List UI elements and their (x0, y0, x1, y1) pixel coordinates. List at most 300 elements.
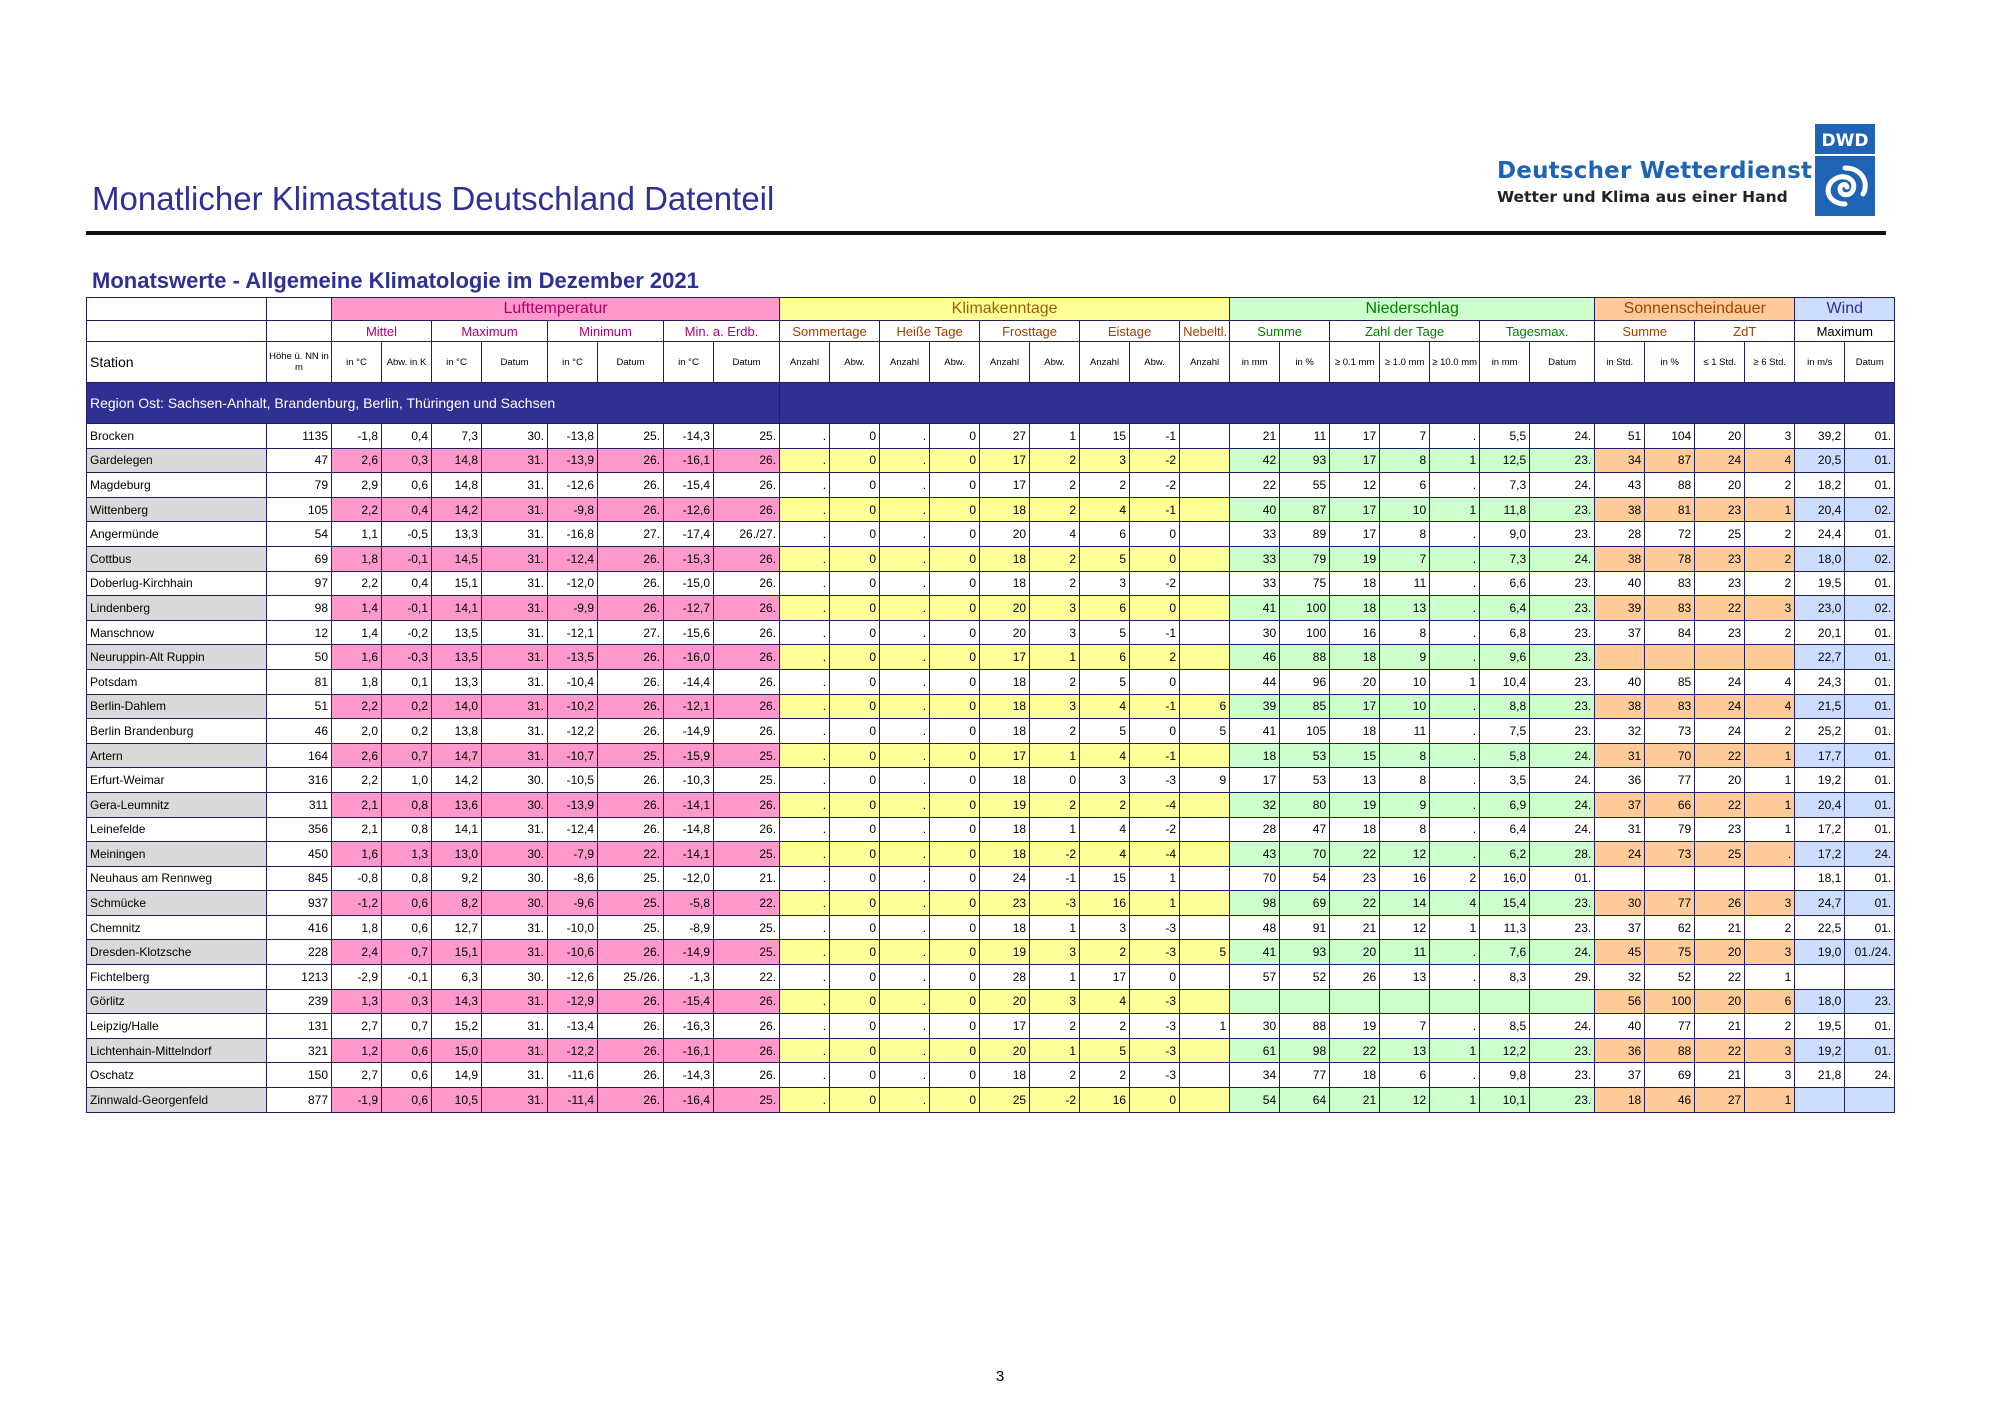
station-elevation: 12 (267, 620, 332, 645)
table-cell: 0 (930, 915, 980, 940)
table-cell: 5 (1180, 940, 1230, 965)
table-cell: . (880, 965, 930, 990)
table-cell: . (780, 1063, 830, 1088)
table-cell: 17,2 (1795, 842, 1845, 867)
table-cell: 8,2 (432, 891, 482, 916)
table-cell: 17 (980, 645, 1030, 670)
table-cell: 25. (714, 842, 780, 867)
table-cell: 40 (1230, 497, 1280, 522)
sub-zdt: ZdT (1695, 321, 1795, 342)
table-cell (1180, 473, 1230, 498)
table-cell: 8,8 (1480, 694, 1530, 719)
table-cell: . (1430, 522, 1480, 547)
table-cell: 18 (980, 497, 1030, 522)
table-cell: 16,0 (1480, 866, 1530, 891)
col-unit: Anzahl (880, 342, 930, 383)
table-cell: -12,2 (548, 1038, 598, 1063)
table-cell: 26. (598, 497, 664, 522)
table-cell: 1,8 (332, 546, 382, 571)
table-cell: 22 (1695, 743, 1745, 768)
blank-header-cell (267, 321, 332, 342)
table-cell: 2 (1080, 940, 1130, 965)
table-cell: . (880, 719, 930, 744)
col-unit: Datum (714, 342, 780, 383)
table-cell (1280, 989, 1330, 1014)
table-cell: -13,9 (548, 792, 598, 817)
table-cell (1595, 645, 1645, 670)
table-cell: 5 (1080, 1038, 1130, 1063)
table-cell: 23. (1530, 891, 1595, 916)
table-cell: 0 (930, 743, 980, 768)
table-cell: . (780, 817, 830, 842)
table-cell: 14 (1380, 891, 1430, 916)
col-unit: ≥ 1.0 mm (1380, 342, 1430, 383)
table-cell: -12,7 (664, 596, 714, 621)
table-row (87, 424, 1895, 449)
table-cell: 19 (980, 940, 1030, 965)
table-cell: . (1430, 817, 1480, 842)
table-cell: 3,5 (1480, 768, 1530, 793)
table-cell: 17 (1330, 694, 1380, 719)
table-cell: -0,5 (382, 522, 432, 547)
table-cell: 0,6 (382, 473, 432, 498)
table-cell: 0 (830, 817, 880, 842)
sub-summe-sonne: Summe (1595, 321, 1695, 342)
table-cell: -12,9 (548, 989, 598, 1014)
table-cell: 30. (482, 792, 548, 817)
col-unit: in °C (664, 342, 714, 383)
table-cell: 10 (1380, 669, 1430, 694)
station-name: Oschatz (87, 1063, 267, 1088)
table-cell: 9 (1180, 768, 1230, 793)
table-cell: 13,5 (432, 620, 482, 645)
table-cell: -14,3 (664, 424, 714, 449)
table-cell: 22 (1695, 1038, 1745, 1063)
table-cell (1845, 965, 1895, 990)
table-cell: 01. (1845, 694, 1895, 719)
table-cell: 0,3 (382, 989, 432, 1014)
table-cell: . (780, 719, 830, 744)
table-row (87, 473, 1895, 498)
table-cell: . (880, 620, 930, 645)
col-station: Station (87, 342, 267, 383)
group-lufttemperatur: Lufttemperatur (332, 298, 780, 321)
table-cell: 4 (1080, 842, 1130, 867)
table-cell: . (780, 645, 830, 670)
table-cell: 2 (1745, 473, 1795, 498)
table-cell: 77 (1280, 1063, 1330, 1088)
table-cell: 18 (1330, 571, 1380, 596)
table-cell: 25. (598, 891, 664, 916)
table-cell: 26 (1330, 965, 1380, 990)
station-elevation: 316 (267, 768, 332, 793)
table-cell: 6,2 (1480, 842, 1530, 867)
table-cell: 23. (1530, 1038, 1595, 1063)
station-name: Manschnow (87, 620, 267, 645)
col-unit: Datum (1845, 342, 1895, 383)
table-cell: 0 (830, 866, 880, 891)
table-cell: 70 (1280, 842, 1330, 867)
table-cell: 33 (1230, 571, 1280, 596)
table-cell: 01. (1845, 448, 1895, 473)
col-unit: in mm (1480, 342, 1530, 383)
table-cell: 21,5 (1795, 694, 1845, 719)
table-cell: -3 (1130, 915, 1180, 940)
table-cell: 73 (1645, 719, 1695, 744)
table-cell: 25./26. (598, 965, 664, 990)
table-cell (1180, 620, 1230, 645)
table-cell: 1,3 (332, 989, 382, 1014)
table-cell: 41 (1230, 940, 1280, 965)
page-number: 3 (995, 1368, 1005, 1385)
table-cell: 3 (1080, 571, 1130, 596)
sub-mittel: Mittel (332, 321, 432, 342)
table-cell: 30 (1230, 620, 1280, 645)
station-elevation: 311 (267, 792, 332, 817)
table-cell: 23. (1530, 497, 1595, 522)
table-cell: 2,6 (332, 743, 382, 768)
table-cell: 2,1 (332, 792, 382, 817)
sub-minimum: Minimum (548, 321, 664, 342)
table-cell: 17 (980, 1014, 1030, 1039)
table-cell: -2 (1130, 817, 1180, 842)
table-cell: 01. (1845, 669, 1895, 694)
table-cell: . (780, 669, 830, 694)
table-cell (1180, 669, 1230, 694)
table-cell: 18,2 (1795, 473, 1845, 498)
table-cell: 25 (1695, 522, 1745, 547)
table-cell: 84 (1645, 620, 1695, 645)
sub-heisse-tage: Heiße Tage (880, 321, 980, 342)
table-cell: 30. (482, 891, 548, 916)
table-cell: 2 (1745, 620, 1795, 645)
table-cell: . (880, 940, 930, 965)
table-cell (1380, 989, 1430, 1014)
sub-nebeltage: Nebeltl. (1180, 321, 1230, 342)
table-cell: . (780, 1038, 830, 1063)
station-name: Lindenberg (87, 596, 267, 621)
table-cell: 40 (1595, 571, 1645, 596)
table-cell: 22,7 (1795, 645, 1845, 670)
table-cell: . (1430, 792, 1480, 817)
station-name: Meiningen (87, 842, 267, 867)
table-cell: 41 (1230, 596, 1280, 621)
table-cell: 53 (1280, 743, 1330, 768)
table-cell: 26./27. (714, 522, 780, 547)
table-cell: 43 (1230, 842, 1280, 867)
table-cell: 0 (930, 620, 980, 645)
table-cell: -1 (1130, 620, 1180, 645)
table-cell: -15,6 (664, 620, 714, 645)
station-name: Gardelegen (87, 448, 267, 473)
table-cell: 26. (598, 1014, 664, 1039)
table-cell: -1 (1130, 497, 1180, 522)
table-cell: 22 (1695, 596, 1745, 621)
dwd-brand (1497, 158, 1812, 206)
station-elevation: 1213 (267, 965, 332, 990)
table-cell: 24,7 (1795, 891, 1845, 916)
station-name: Doberlug-Kirchhain (87, 571, 267, 596)
table-cell: 34 (1595, 448, 1645, 473)
station-name: Berlin Brandenburg (87, 719, 267, 744)
station-elevation: 877 (267, 1088, 332, 1113)
table-cell: 3 (1745, 891, 1795, 916)
table-cell: 61 (1230, 1038, 1280, 1063)
table-cell: 45 (1595, 940, 1645, 965)
table-cell: 1 (1430, 497, 1480, 522)
table-cell: 0 (1030, 768, 1080, 793)
table-cell: 26. (598, 694, 664, 719)
table-cell: 15,1 (432, 571, 482, 596)
table-cell (1180, 965, 1230, 990)
table-cell: . (780, 965, 830, 990)
table-cell: 26. (598, 940, 664, 965)
table-cell: 20,4 (1795, 792, 1845, 817)
sub-sommertage: Sommertage (780, 321, 880, 342)
table-cell: . (880, 792, 930, 817)
table-cell: -1,9 (332, 1088, 382, 1113)
table-cell: . (880, 448, 930, 473)
table-cell: -14,4 (664, 669, 714, 694)
table-cell: 20 (1695, 768, 1745, 793)
table-cell: 14,7 (432, 743, 482, 768)
table-cell: 23. (1530, 1063, 1595, 1088)
station-elevation: 50 (267, 645, 332, 670)
table-cell: 17 (980, 473, 1030, 498)
table-cell: -3 (1030, 891, 1080, 916)
table-cell: 23. (1530, 645, 1595, 670)
table-cell: 100 (1280, 620, 1330, 645)
table-cell: 31. (482, 743, 548, 768)
table-cell: -12,4 (548, 546, 598, 571)
table-cell: 2 (1745, 719, 1795, 744)
table-cell: 22. (714, 891, 780, 916)
table-cell: 6 (1380, 1063, 1430, 1088)
table-cell: 31. (482, 522, 548, 547)
table-cell: 20 (980, 522, 1030, 547)
station-elevation: 47 (267, 448, 332, 473)
table-cell: . (780, 1014, 830, 1039)
table-cell: 23 (980, 891, 1030, 916)
table-cell: 14,0 (432, 694, 482, 719)
table-cell: 18 (980, 719, 1030, 744)
table-cell: 8 (1380, 620, 1430, 645)
table-cell: -14,8 (664, 817, 714, 842)
table-cell: 0 (930, 448, 980, 473)
table-cell: 1 (1745, 965, 1795, 990)
region-band (780, 383, 1895, 424)
table-cell: 56 (1595, 989, 1645, 1014)
table-cell: . (880, 497, 930, 522)
table-cell: . (780, 768, 830, 793)
table-cell: 9,0 (1480, 522, 1530, 547)
table-cell: 15,2 (432, 1014, 482, 1039)
table-cell: . (1430, 940, 1480, 965)
table-cell: -1 (1130, 424, 1180, 449)
table-cell: 26. (714, 694, 780, 719)
table-cell: 80 (1280, 792, 1330, 817)
table-cell: 83 (1645, 596, 1695, 621)
table-cell: 0 (930, 817, 980, 842)
table-cell: 0 (830, 768, 880, 793)
table-cell (1595, 866, 1645, 891)
table-cell: 25. (598, 743, 664, 768)
sub-maximum: Maximum (432, 321, 548, 342)
table-cell: 21 (1695, 1014, 1745, 1039)
station-name: Cottbus (87, 546, 267, 571)
table-cell: 18 (980, 546, 1030, 571)
table-cell: 24 (1695, 669, 1745, 694)
table-cell: 15,4 (1480, 891, 1530, 916)
table-cell: 23 (1695, 497, 1745, 522)
table-cell: 4 (1080, 694, 1130, 719)
table-cell: -12,1 (548, 620, 598, 645)
table-cell: 2 (1130, 645, 1180, 670)
station-name: Schmücke (87, 891, 267, 916)
table-cell: 26. (714, 571, 780, 596)
table-cell: 19 (1330, 546, 1380, 571)
table-cell: 11 (1380, 571, 1430, 596)
table-cell: 0,8 (382, 866, 432, 891)
table-cell (1180, 915, 1230, 940)
table-cell: 26. (714, 719, 780, 744)
table-cell: 0,4 (382, 424, 432, 449)
table-cell: 1 (1745, 497, 1795, 522)
table-cell: 1 (1030, 965, 1080, 990)
table-cell: 85 (1645, 669, 1695, 694)
table-cell (1180, 1038, 1230, 1063)
table-cell: 26. (598, 596, 664, 621)
table-cell: . (780, 448, 830, 473)
table-cell: 16 (1380, 866, 1430, 891)
table-cell: 0 (1130, 965, 1180, 990)
table-row (87, 1088, 1895, 1113)
table-cell: 83 (1645, 694, 1695, 719)
table-cell: 18,0 (1795, 989, 1845, 1014)
table-cell: 23 (1695, 817, 1745, 842)
table-cell: 23 (1695, 546, 1745, 571)
table-cell: 69 (1645, 1063, 1695, 1088)
table-cell: 7,5 (1480, 719, 1530, 744)
table-cell: -16,0 (664, 645, 714, 670)
table-cell: 41 (1230, 719, 1280, 744)
station-elevation: 98 (267, 596, 332, 621)
table-cell: 85 (1280, 694, 1330, 719)
station-name: Berlin-Dahlem (87, 694, 267, 719)
table-cell: 0 (930, 1038, 980, 1063)
table-cell: 31. (482, 669, 548, 694)
table-cell: 1 (1745, 768, 1795, 793)
table-cell: -9,8 (548, 497, 598, 522)
table-cell: 1 (1030, 817, 1080, 842)
table-cell: 54 (1280, 866, 1330, 891)
table-cell: 11,8 (1480, 497, 1530, 522)
table-cell: 31. (482, 719, 548, 744)
table-cell: -15,0 (664, 571, 714, 596)
table-row (87, 842, 1895, 867)
table-cell: 1,6 (332, 842, 382, 867)
table-cell: 1 (1030, 743, 1080, 768)
table-cell: 2 (1745, 915, 1795, 940)
table-cell (1230, 989, 1280, 1014)
table-cell: -3 (1130, 1014, 1180, 1039)
table-cell: 9,6 (1480, 645, 1530, 670)
table-cell: 14,3 (432, 989, 482, 1014)
table-cell: 23. (1530, 522, 1595, 547)
table-cell: 18 (1330, 1063, 1380, 1088)
table-cell: -16,1 (664, 448, 714, 473)
table-cell: 25. (714, 940, 780, 965)
table-row (87, 940, 1895, 965)
table-cell: 0,6 (382, 891, 432, 916)
table-cell: 1,4 (332, 596, 382, 621)
table-cell: 1 (1430, 1038, 1480, 1063)
table-cell (1745, 866, 1795, 891)
table-cell: 23. (1530, 694, 1595, 719)
table-cell (1180, 596, 1230, 621)
table-cell: . (1430, 473, 1480, 498)
table-cell: 02. (1845, 497, 1895, 522)
table-cell: . (1430, 842, 1480, 867)
table-cell: 8 (1380, 817, 1430, 842)
table-cell: 0 (830, 694, 880, 719)
col-unit: Abw. (930, 342, 980, 383)
table-cell: 0 (930, 645, 980, 670)
table-cell: 79 (1280, 546, 1330, 571)
table-cell: 20 (980, 620, 1030, 645)
table-cell: 17 (980, 743, 1030, 768)
table-cell: 01. (1845, 571, 1895, 596)
station-elevation: 356 (267, 817, 332, 842)
table-cell: 0 (830, 546, 880, 571)
table-cell: 4 (1080, 743, 1130, 768)
table-cell: 20 (1695, 424, 1745, 449)
table-cell: 6 (1080, 645, 1130, 670)
col-unit: in mm (1230, 342, 1280, 383)
table-cell: 18 (980, 842, 1030, 867)
table-cell: 8 (1380, 743, 1430, 768)
table-cell: 23. (1530, 571, 1595, 596)
table-cell: 4 (1430, 891, 1480, 916)
table-cell: 24. (1530, 424, 1595, 449)
table-row (87, 989, 1895, 1014)
table-cell: 18 (1330, 596, 1380, 621)
table-cell: 5,5 (1480, 424, 1530, 449)
col-unit: in m/s (1795, 342, 1845, 383)
table-cell: . (780, 866, 830, 891)
table-cell: 17 (980, 448, 1030, 473)
table-cell: 32 (1595, 719, 1645, 744)
table-cell: 01. (1845, 1014, 1895, 1039)
station-elevation: 51 (267, 694, 332, 719)
table-cell: -1,2 (332, 891, 382, 916)
table-cell: 22. (714, 965, 780, 990)
table-cell: 26. (714, 792, 780, 817)
region-label: Region Ost: Sachsen-Anhalt, Brandenburg, Berlin, Thüringen und Sachsen (87, 383, 780, 424)
col-unit: Abw. (1030, 342, 1080, 383)
table-cell: 1 (1430, 1088, 1480, 1113)
table-cell: 42 (1230, 448, 1280, 473)
table-cell: 5 (1080, 546, 1130, 571)
table-cell: -3 (1130, 940, 1180, 965)
table-cell: 88 (1645, 473, 1695, 498)
table-cell: 31 (1595, 817, 1645, 842)
table-cell: 64 (1280, 1088, 1330, 1113)
table-cell: 24. (1530, 473, 1595, 498)
table-cell: 4 (1030, 522, 1080, 547)
table-cell: 33 (1230, 522, 1280, 547)
table-cell: 23 (1695, 620, 1745, 645)
